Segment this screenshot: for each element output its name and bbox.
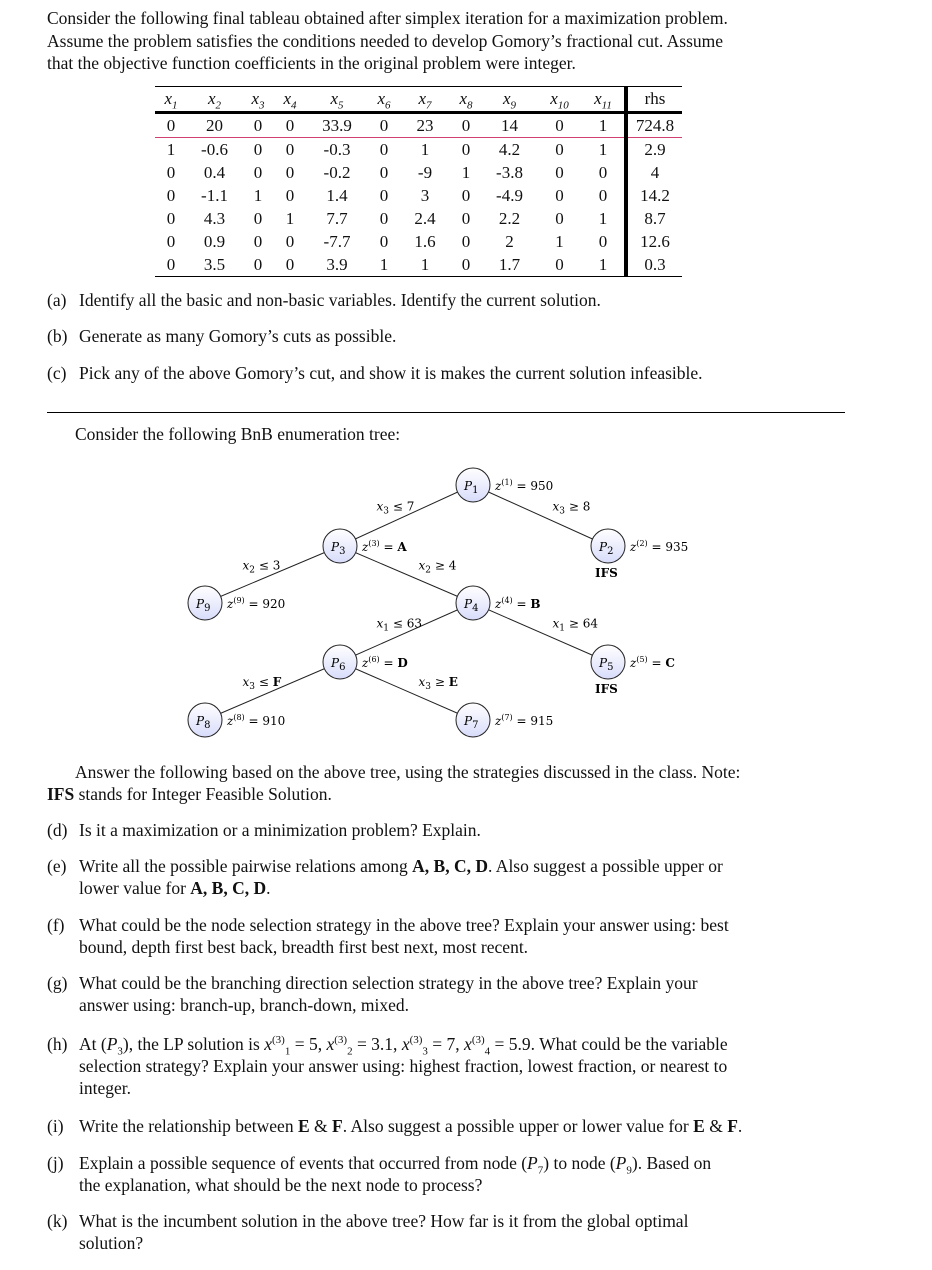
text-segment: 2 [347,1045,353,1058]
question-text [79,914,847,958]
question-e [47,855,847,899]
question-line [79,972,847,994]
question-line [79,1232,847,1254]
table-cell: -3.8 [496,162,523,182]
text-segment: P [527,1153,538,1173]
table-cell: 0 [253,162,263,182]
text-segment: = 5.9. What could be the variable [490,1034,728,1054]
table-cell: 0 [274,253,306,277]
table-cell: 2.4 [414,208,436,228]
answer-intro-line [75,762,740,783]
question-label: (i) [47,1116,64,1136]
table-cell: 0 [242,113,274,138]
text-segment: A, B, C, D [412,856,489,876]
text-segment: answer using: branch-up, branch-down, mixed. [79,995,409,1015]
question-line [79,1033,847,1058]
text-segment: & [309,1116,333,1136]
text-segment: What is the incumbent solution in the above tree? How far is it from the global optimal [79,1211,689,1231]
table-cell: 1 [582,253,626,277]
question-text [79,1115,847,1137]
table-cell: 1 [555,231,564,251]
text-segment: Identify all the basic and non-basic variables. Identify the current solution. [79,290,601,310]
node-objective: $z^{(8)} = 910$ [227,713,286,728]
table-cell: 0 [598,185,608,205]
table-cell: 12.6 [626,230,682,253]
ifs-label: IFS [595,682,618,696]
node-label: $P_9$ [196,597,211,614]
node-label: $P_4$ [464,597,479,614]
question-label: (e) [47,856,67,876]
table-cell: 0 [253,231,263,251]
constraint-row [155,161,682,184]
table-cell: 3 [420,185,430,205]
tree-edge [340,603,473,662]
text-segment: = 7, [427,1034,465,1054]
table-cell: 1.6 [414,231,436,251]
question-text [79,362,847,384]
table-cell: 0 [461,139,471,159]
text-segment: IFS [47,784,75,804]
text-segment: bound, depth first best back, breadth first best next, most recent. [79,937,529,957]
constraint-row [155,207,682,230]
question-line [79,914,847,936]
table-cell: 2.9 [626,138,682,162]
text-segment: selection strategy? Explain your answer using: highest fraction, lowest fraction, or nearest to [79,1056,728,1076]
question-text [79,1210,847,1254]
branch-label: $x_2 \le 3$ [242,558,281,576]
table-cell: 3.9 [306,253,368,277]
table-cell: -0.3 [323,139,351,159]
table-cell: 1 [598,139,608,159]
column-header-x11: $x_{11}$ [582,87,626,113]
question-line [79,877,847,899]
question-g [47,972,847,1016]
tree-node-P2 [591,529,688,580]
text-segment: (3) [334,1034,348,1047]
question-label: (g) [47,973,68,993]
text-segment: At ( [79,1034,107,1054]
question-line [79,1115,847,1137]
question-label: (j) [47,1153,64,1173]
table-cell: 724.8 [626,113,682,138]
question-line [79,1055,847,1077]
table-cell: 0 [242,253,274,277]
table-cell: -0.6 [201,139,228,159]
node-objective: $z^{(2)} = 935$ [630,539,689,554]
node-label: $P_2$ [599,540,614,557]
text-segment: stands for Integer Feasible Solution. [74,784,332,804]
table-cell: 0 [166,231,176,251]
question-label: (k) [47,1211,68,1231]
question-line [79,1210,847,1232]
text-segment: . Also suggest a possible upper or lower value for [342,1116,694,1136]
node-objective: $z^{(4)} = B$ [495,596,541,611]
simplex-tableau [155,86,682,277]
text-segment: 4 [484,1045,491,1058]
table-cell: 1 [461,162,471,182]
table-cell: 0 [155,253,187,277]
intro-line-1: Consider the following final tableau obtained after simplex iteration for a maximization problem. [47,8,728,28]
text-segment: Write all the possible pairwise relations among [79,856,413,876]
branch-label: $x_3 \le 7$ [376,499,415,517]
question-text [79,1152,847,1196]
text-segment: (3) [409,1034,423,1047]
text-segment: Is it a maximization or a minimization problem? Explain. [79,820,481,840]
table-cell: 14.2 [626,184,682,207]
table-cell: 0 [166,208,176,228]
tree-node-P5 [591,645,675,696]
column-header-x8: $x_8$ [450,87,482,113]
constraint-row [155,253,682,277]
question-label: (h) [47,1034,68,1054]
table-cell: 14 [482,113,537,138]
text-segment: Generate as many Gomory’s cuts as possible. [79,326,397,346]
text-segment: P [106,1034,118,1054]
table-cell: 0 [285,185,295,205]
text-segment: E [297,1116,310,1136]
table-cell: -4.9 [496,185,523,205]
text-segment: = 5, [290,1034,327,1054]
table-cell: 1 [400,253,450,277]
text-segment: 3 [422,1045,428,1058]
tree-edge [205,662,340,720]
tree-edge [340,546,473,603]
question-line [79,1152,847,1177]
question-c [47,362,847,384]
table-cell: 1 [420,139,430,159]
text-segment: F [727,1116,738,1136]
table-cell: 0 [274,113,306,138]
table-cell: 4.2 [498,139,521,159]
text-segment: 3 [117,1045,123,1058]
question-text [79,325,847,347]
node-label: $P_1$ [464,479,479,496]
text-segment: (3) [272,1034,285,1047]
table-cell: 0 [285,162,295,182]
column-header-rhs: rhs [626,87,682,113]
text-segment: Answer the following based on the above tree, using the strategies discussed in the class. Note: [75,762,741,782]
table-cell: 1 [598,208,608,228]
question-line [79,936,847,958]
tree-edge [473,485,608,546]
table-cell: 0 [555,185,564,205]
table-cell: 0 [555,208,564,228]
text-segment: Pick any of the above Gomory’s cut, and show it is makes the current solution infeasible. [79,363,703,383]
branch-label: $x_3 \ge E$ [418,675,458,692]
table-cell: 0 [450,113,482,138]
text-segment: ). Based on [631,1153,712,1173]
question-line [79,1077,847,1099]
table-cell: 33.9 [306,113,368,138]
question-line [79,855,847,877]
column-header-x3: $x_3$ [242,87,274,113]
text-segment: solution? [79,1233,144,1253]
text-segment: What could be the branching direction selection strategy in the above tree? Explain your [79,973,698,993]
table-cell: 0 [379,139,389,159]
table-cell: 1.4 [326,185,348,205]
table-cell: 0 [461,185,471,205]
table-cell: 0 [379,185,389,205]
text-segment: F [332,1116,343,1136]
table-cell: 0 [598,231,608,251]
question-label: (b) [47,326,68,346]
table-cell: 1 [285,208,295,228]
text-segment: x [401,1034,410,1054]
question-line [79,819,847,841]
node-objective: $z^{(6)} = D$ [362,655,408,670]
table-cell: 1 [368,253,400,277]
table-cell: 0 [555,139,564,159]
table-cell: 8.7 [626,207,682,230]
table-cell: -0.2 [323,162,351,182]
question-text [79,972,847,1016]
text-segment: E [693,1116,705,1136]
table-cell: 2.2 [498,208,521,228]
question-j [47,1152,847,1196]
question-d [47,819,847,841]
text-segment: 9 [626,1164,632,1177]
text-segment: x [326,1034,335,1054]
text-segment: A, B, C, D [190,878,267,898]
table-cell: 0 [253,208,263,228]
table-cell: 20 [187,113,242,138]
table-cell: 3.5 [187,253,242,277]
text-segment: . Also suggest a possible upper or [488,856,723,876]
section-divider [47,412,845,413]
text-segment: x [464,1034,472,1054]
table-cell: 0 [155,113,187,138]
text-segment: . [266,878,271,898]
question-label: (a) [47,290,67,310]
table-cell: 0 [166,162,176,182]
table-cell: 0 [598,162,608,182]
question-label: (d) [47,820,68,840]
question-k [47,1210,847,1254]
question-line [79,994,847,1016]
text-segment: & [704,1116,728,1136]
tree-edge [340,662,473,720]
tree-node-P8 [188,703,285,737]
node-label: $P_8$ [196,714,211,731]
tree-node-P7 [456,703,553,737]
node-objective: $z^{(1)} = 950$ [495,478,554,493]
table-cell: 1.7 [482,253,537,277]
branch-label: $x_1 \le 63$ [376,616,422,634]
table-cell: -1.1 [201,185,228,205]
text-segment: 1 [284,1045,291,1058]
node-label: $P_7$ [464,714,479,731]
table-cell: 0.9 [203,231,226,251]
node-objective: $z^{(7)} = 915$ [495,713,554,728]
ifs-label: IFS [595,566,618,580]
question-text [79,855,847,899]
table-cell: 0 [555,162,564,182]
column-header-x1: $x_1$ [155,87,187,113]
table-cell: 0.4 [203,162,226,182]
table-cell: 0 [379,231,389,251]
node-objective: $z^{(3)} = A$ [362,539,407,554]
table-cell: 0 [253,139,263,159]
column-header-x9: $x_9$ [482,87,537,113]
table-cell: 0 [537,113,582,138]
question-line [79,1174,847,1196]
text-segment: lower value for [79,878,191,898]
text-segment: 7 [537,1164,544,1177]
table-cell: 23 [400,113,450,138]
question-text [79,819,847,841]
column-header-x5: $x_5$ [306,87,368,113]
tree-node-P4 [456,586,541,620]
table-cell: 1 [582,113,626,138]
question-label: (c) [47,363,67,383]
branch-label: $x_3 \le F$ [242,675,282,692]
text-segment: = 3.1, [352,1034,402,1054]
table-cell: 2 [505,231,514,251]
tree-edge [205,546,340,603]
table-cell: 4 [626,161,682,184]
column-header-x4: $x_4$ [274,87,306,113]
text-segment: the explanation, what should be the next node to process? [79,1175,483,1195]
answer-intro-line [47,784,332,805]
intro-line-2: Assume the problem satisfies the conditions needed to develop Gomory’s fractional cut. Assume [47,31,724,51]
constraint-row [155,138,682,162]
table-cell: 0 [368,113,400,138]
text-segment: P [615,1153,627,1173]
table-cell: 0 [537,253,582,277]
branch-label: $x_2 \ge 4$ [418,558,457,576]
text-segment: Explain a possible sequence of events that occurred from node ( [79,1153,528,1173]
text-segment: What could be the node selection strategy in the above tree? Explain your answer using: best [79,915,729,935]
question-h [47,1033,847,1099]
question-label: (f) [47,915,65,935]
text-segment: ), the LP solution is [122,1034,265,1054]
bnb-intro: Consider the following BnB enumeration tree: [75,424,401,444]
objective-row [155,113,682,138]
table-cell: 0 [166,185,176,205]
question-text [79,1033,847,1099]
bnb-tree [170,460,730,745]
table-cell: 1 [166,139,176,159]
node-label: $P_3$ [331,540,346,557]
question-a [47,289,847,311]
text-segment: ) to node ( [543,1153,616,1173]
table-cell: 7.7 [326,208,348,228]
question-f [47,914,847,958]
question-text [79,289,847,311]
tree-edge [473,603,608,662]
table-cell: 0 [461,231,471,251]
text-segment: integer. [79,1078,131,1098]
table-cell: 0 [461,208,471,228]
text-segment: (3) [471,1034,485,1047]
table-cell: 1 [253,185,263,205]
column-header-x10: $x_{10}$ [537,87,582,113]
column-header-x6: $x_6$ [368,87,400,113]
text-segment: . [737,1116,743,1136]
table-cell: -7.7 [323,231,351,251]
tree-edge [340,485,473,546]
text-segment: x [264,1034,272,1054]
text-segment: Write the relationship between [79,1116,298,1136]
column-header-x2: $x_2$ [187,87,242,113]
constraint-row [155,230,682,253]
node-label: $P_5$ [599,656,614,673]
column-header-x7: $x_7$ [400,87,450,113]
table-cell: 0 [450,253,482,277]
table-cell: 0 [379,162,389,182]
table-cell: 0 [285,139,295,159]
table-cell: 0 [379,208,389,228]
branch-label: $x_1 \ge 64$ [552,616,598,634]
branch-label: $x_3 \ge 8$ [552,499,591,517]
table-cell: 0.3 [626,253,682,277]
tree-node-P9 [188,586,285,620]
node-objective: $z^{(9)} = 920$ [227,596,286,611]
question-i [47,1115,847,1137]
constraint-row [155,184,682,207]
table-cell: -9 [417,162,433,182]
node-objective: $z^{(5)} = C$ [630,655,675,670]
question-b [47,325,847,347]
node-label: $P_6$ [331,656,346,673]
intro-line-3: that the objective function coefficients in the original problem were integer. [47,53,576,73]
tree-node-P1 [456,468,553,502]
table-cell: 0 [285,231,295,251]
table-cell: 4.3 [203,208,226,228]
tree-node-P6 [323,645,408,679]
